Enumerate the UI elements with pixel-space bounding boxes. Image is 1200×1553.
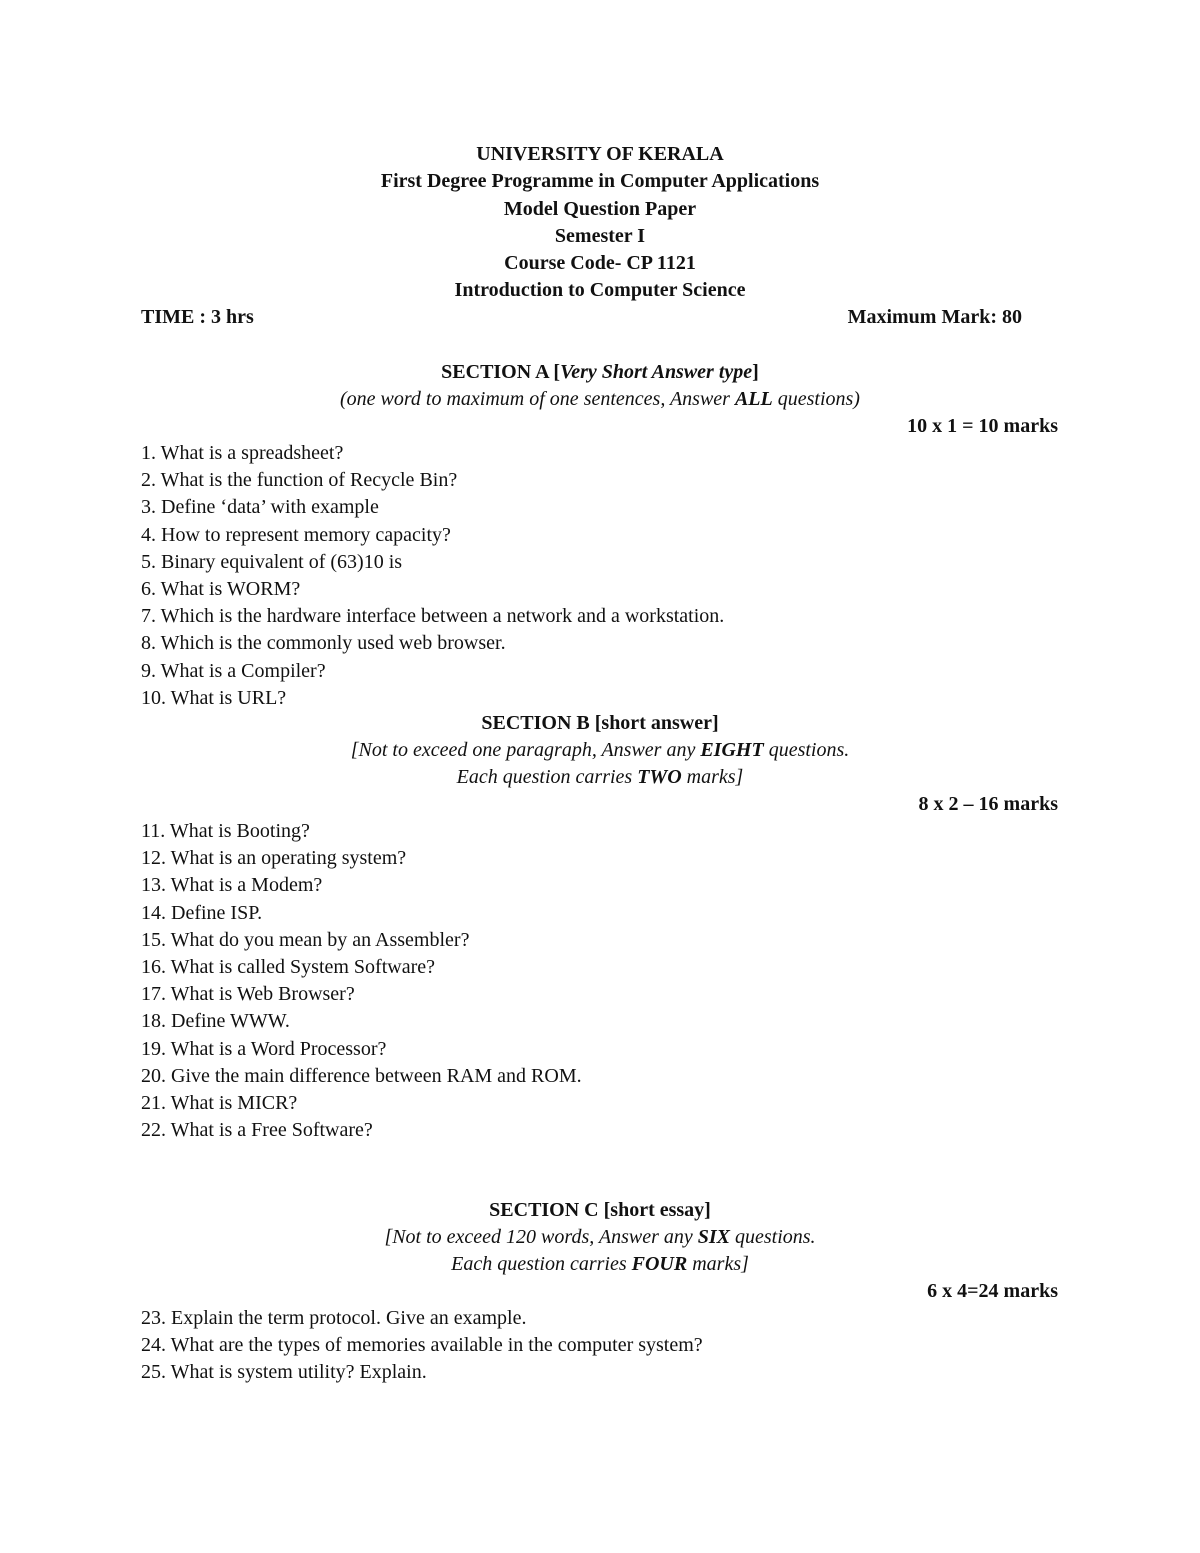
- maximum-mark: Maximum Mark: 80: [847, 306, 1022, 328]
- section-b-instruction-2: Each question carries TWO marks]: [456, 766, 744, 788]
- section-c-questions: [141, 1305, 703, 1387]
- semester: Semester I: [554, 225, 646, 247]
- section-a-questions: [141, 440, 724, 712]
- section-b-title: SECTION B [short answer]: [481, 712, 719, 734]
- university-name: UNIVERSITY OF KERALA: [476, 143, 724, 165]
- question-item: 1. What is a spreadsheet?: [141, 442, 344, 464]
- question-item: 6. What is WORM?: [141, 577, 301, 600]
- question-item: 14. Define ISP.: [141, 901, 263, 924]
- course-code: Course Code- CP 1121: [504, 252, 696, 274]
- question-item: 18. Define WWW.: [141, 1010, 290, 1033]
- question-item: 9. What is a Compiler?: [141, 659, 326, 682]
- question-item: 16. What is called System Software?: [141, 955, 436, 978]
- section-a-title: SECTION A [Very Short Answer type]: [441, 361, 759, 383]
- exam-time: TIME : 3 hrs: [141, 306, 254, 328]
- question-item: 15. What do you mean by an Assembler?: [141, 928, 470, 951]
- question-item: 3. Define ‘data’ with example: [141, 496, 379, 519]
- question-item: 7. Which is the hardware interface between a network and a workstation.: [141, 605, 725, 628]
- question-item: 17. What is Web Browser?: [141, 983, 355, 1006]
- question-item: 5. Binary equivalent of (63)10 is: [141, 550, 403, 573]
- section-c-title: SECTION C [short essay]: [489, 1199, 711, 1221]
- question-item: 21. What is MICR?: [141, 1091, 298, 1114]
- question-item: 4. How to represent memory capacity?: [141, 523, 451, 546]
- question-item: 20. Give the main difference between RAM and ROM.: [141, 1064, 582, 1087]
- section-c-marks: 6 x 4=24 marks: [927, 1280, 1058, 1302]
- course-title: Introduction to Computer Science: [454, 279, 746, 301]
- section-c-instruction-1: [Not to exceed 120 words, Answer any SIX questions.: [384, 1226, 816, 1248]
- question-item: 11. What is Booting?: [141, 820, 310, 842]
- question-item: 22. What is a Free Software?: [141, 1119, 373, 1142]
- paper-type: Model Question Paper: [503, 198, 697, 220]
- question-item: 12. What is an operating system?: [141, 847, 407, 870]
- question-item: 13. What is a Modem?: [141, 874, 323, 897]
- question-item: 24. What are the types of memories available in the computer system?: [141, 1334, 703, 1357]
- question-item: 8. Which is the commonly used web browser.: [141, 632, 506, 655]
- question-item: 10. What is URL?: [141, 686, 287, 709]
- section-b-questions: [141, 818, 582, 1144]
- question-item: 25. What is system utility? Explain.: [141, 1361, 427, 1384]
- question-item: 2. What is the function of Recycle Bin?: [141, 469, 458, 492]
- section-b-instruction-1: [Not to exceed one paragraph, Answer any EIGHT questions.: [350, 739, 850, 761]
- question-item: 23. Explain the term protocol. Give an example.: [141, 1307, 527, 1329]
- section-b-marks: 8 x 2 – 16 marks: [918, 793, 1058, 815]
- section-a-instruction: (one word to maximum of one sentences, Answer ALL questions): [340, 388, 860, 410]
- programme-name: First Degree Programme in Computer Applications: [380, 170, 820, 192]
- question-item: 19. What is a Word Processor?: [141, 1037, 387, 1060]
- section-a-marks: 10 x 1 = 10 marks: [907, 415, 1058, 437]
- section-c-instruction-2: Each question carries FOUR marks]: [451, 1253, 749, 1275]
